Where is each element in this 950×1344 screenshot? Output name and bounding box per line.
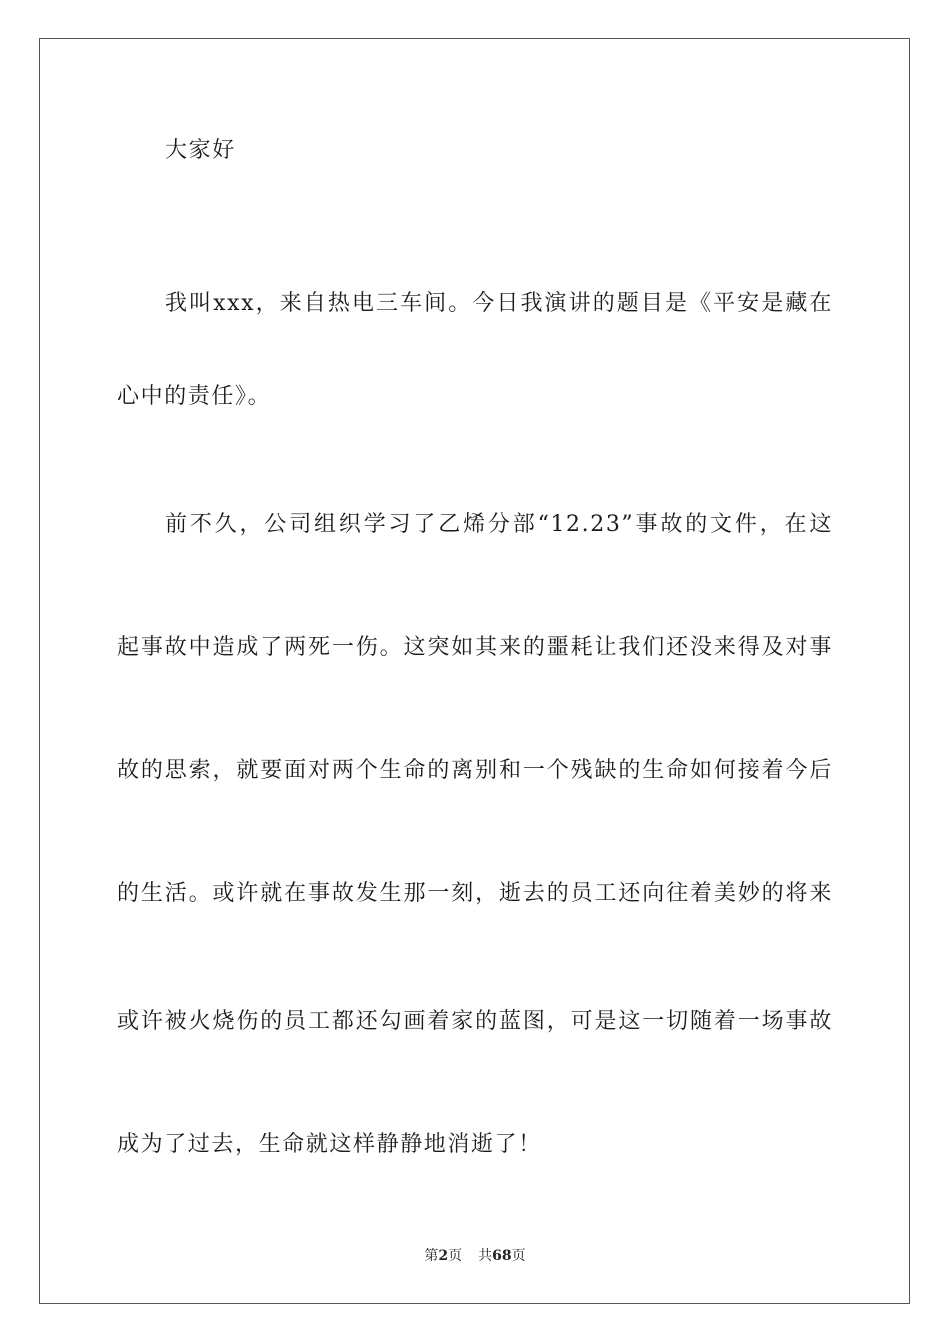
total-prefix: 共 [478, 1248, 493, 1264]
paragraph-2-line-6: 成为了过去，生命就这样静静地消逝了！ [117, 1132, 542, 1157]
paragraph-1-line-1: 我叫xxx，来自热电三车间。今日我演讲的题目是《平安是藏在 [165, 291, 833, 316]
paragraph-2-line-1: 前不久，公司组织学习了乙烯分部“12.23”事故的文件，在这 [165, 512, 833, 537]
greeting-line: 大家好 [165, 138, 236, 163]
page-prefix: 第 [424, 1248, 439, 1264]
page-footer [0, 1246, 950, 1266]
paragraph-2-line-3: 故的思索，就要面对两个生命的离别和一个残缺的生命如何接着今后 [117, 758, 833, 783]
total-suffix: 页 [511, 1248, 526, 1264]
page-suffix: 页 [448, 1248, 463, 1264]
page-number: 2 [438, 1248, 449, 1264]
paragraph-2-line-5: 或许被火烧伤的员工都还勾画着家的蓝图，可是这一切随着一场事故 [117, 1009, 833, 1034]
paragraph-2-line-4: 的生活。或许就在事故发生那一刻，逝去的员工还向往着美妙的将来 [117, 881, 833, 906]
paragraph-1-line-2: 心中的责任》。 [117, 384, 272, 409]
total-pages: 68 [492, 1248, 512, 1264]
paragraph-2-line-2: 起事故中造成了两死一伤。这突如其来的噩耗让我们还没来得及对事 [117, 635, 833, 660]
page-frame [39, 38, 910, 1304]
